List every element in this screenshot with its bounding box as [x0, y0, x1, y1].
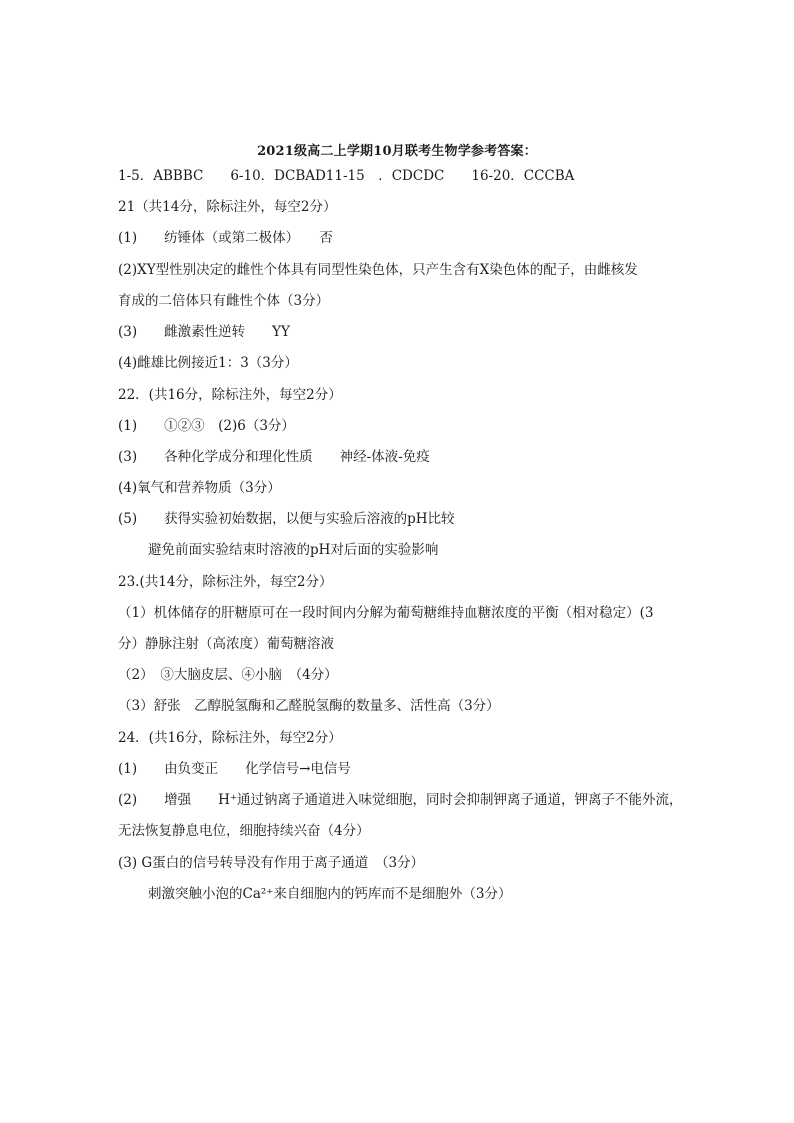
q23-part2: （2） ③大脑皮层、④小脑 （4分）	[118, 667, 338, 683]
q23-header: 23.(共14分，除标注外，每空2分）	[118, 574, 333, 590]
q23-part3: （3）舒张 乙醇脱氢酶和乙醛脱氢酶的数量多、活性高（3分）	[118, 698, 500, 714]
q21-header: 21（共14分，除标注外，每空2分）	[118, 199, 337, 215]
q24-header: 24．(共16分，除标注外，每空2分）	[118, 730, 342, 746]
q22-part3: (3) 各种化学成分和理化性质 神经-体液-免疫	[118, 449, 430, 465]
q22-part5: (5) 获得实验初始数据，以便与实验后溶液的pH比较	[118, 511, 455, 527]
q22-part1-2: (1) ①②③ (2)6（3分）	[118, 418, 295, 434]
q21-part1: (1) 纺锤体（或第二极体） 否	[118, 230, 333, 246]
answer-line-mc: 1-5．ABBBC 6-10．DCBAD11-15 ．CDCDC 16-20．CCCBA	[118, 168, 575, 184]
q24-part3-cont: 刺激突触小泡的Ca²⁺来自细胞内的钙库而不是细胞外（3分）	[148, 886, 512, 902]
q22-header: 22．(共16分，除标注外，每空2分）	[118, 387, 342, 403]
q21-part4: (4)雌雄比例接近1：3（3分）	[118, 355, 298, 371]
q21-part2: (2)XY型性别决定的雌性个体具有同型性染色体，只产生含有X染色体的配子，由雌核发	[118, 262, 638, 278]
q21-part3: (3) 雌激素性逆转 YY	[118, 324, 290, 340]
q24-part1: (1) 由负变正 化学信号→电信号	[118, 761, 351, 777]
q21-part2-cont: 育成的二倍体只有雌性个体（3分）	[118, 293, 330, 309]
document-title: 2021级高二上学期10月联考生物学参考答案：	[257, 144, 537, 159]
q22-part5-cont: 避免前面实验结束时溶液的pH对后面的实验影响	[148, 542, 439, 558]
q23-part1: （1）机体储存的肝糖原可在一段时间内分解为葡萄糖维持血糖浓度的平衡（相对稳定）(3	[118, 605, 654, 621]
q22-part4: (4)氧气和营养物质（3分）	[118, 480, 281, 496]
q23-part1-cont: 分）静脉注射（高浓度）葡萄糖溶液	[118, 636, 334, 652]
q24-part2: (2) 增强 H⁺通过钠离子通道进入味觉细胞，同时会抑制钾离子通道，钾离子不能外流，	[118, 792, 683, 808]
q24-part2-cont: 无法恢复静息电位，细胞持续兴奋（4分）	[118, 823, 370, 839]
q24-part3: (3) G蛋白的信号转导没有作用于离子通道 （3分）	[118, 855, 425, 871]
